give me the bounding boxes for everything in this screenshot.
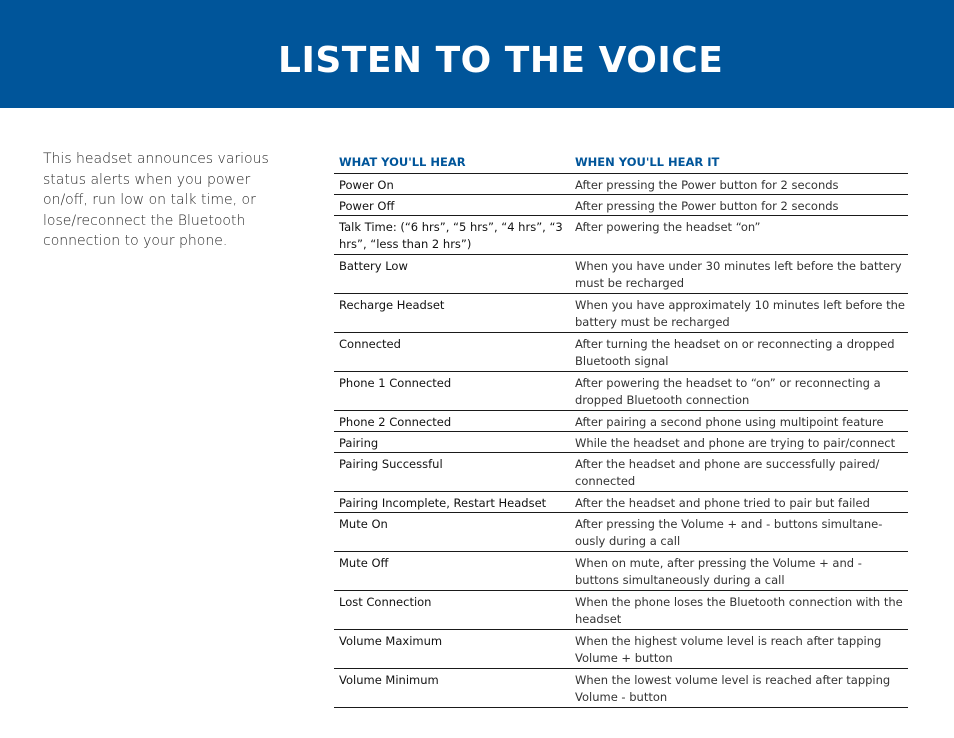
table-row — [334, 411, 908, 432]
intro-paragraph: This headset announces various status alerts when you power on/off, run low on talk time, or lose/reconnect the Bluetooth connection to your phone. — [43, 151, 269, 249]
table-row — [334, 513, 908, 552]
alert-name: Mute On — [339, 517, 388, 531]
column-header-when: WHEN YOU'LL HEAR IT — [575, 155, 720, 169]
alert-trigger: When the phone loses the Bluetooth connection with the headset — [575, 595, 903, 626]
alert-trigger: After pressing the Power button for 2 seconds — [575, 199, 839, 213]
alert-name: Mute Off — [339, 556, 389, 570]
alert-name: Talk Time: (“6 hrs”, “5 hrs”, “4 hrs”, “3 hrs”, “less than 2 hrs”) — [339, 220, 563, 251]
alert-trigger: After pressing the Volume + and - buttons simultane- ously during a call — [575, 517, 883, 548]
alert-name: Battery Low — [339, 259, 408, 273]
table-row — [334, 372, 908, 411]
table-row — [334, 255, 908, 294]
alert-name: Power On — [339, 178, 394, 192]
alert-name: Phone 2 Connected — [339, 415, 452, 429]
alert-name: Volume Maximum — [339, 634, 443, 648]
table-row — [334, 432, 908, 453]
table-row — [334, 453, 908, 492]
alert-trigger: After turning the headset on or reconnecting a dropped Bluetooth signal — [575, 337, 895, 368]
page-title: LISTEN TO THE VOICE — [278, 40, 724, 81]
alert-name: Lost Connection — [339, 595, 432, 609]
alert-trigger: After the headset and phone are successfully paired/ connected — [575, 457, 880, 488]
alert-name: Pairing — [339, 436, 379, 450]
alert-name: Power Off — [339, 199, 395, 213]
alert-name: Phone 1 Connected — [339, 376, 452, 390]
table-row — [334, 174, 908, 195]
table-row — [334, 630, 908, 669]
alert-name: Pairing Successful — [339, 457, 443, 471]
alert-name: Pairing Incomplete, Restart Headset — [339, 496, 547, 510]
table-row — [334, 492, 908, 513]
alert-trigger: After the headset and phone tried to pair but failed — [575, 496, 870, 510]
alert-trigger: While the headset and phone are trying to pair/connect — [575, 436, 896, 450]
alert-trigger: After powering the headset to “on” or reconnecting a dropped Bluetooth connection — [575, 376, 881, 407]
alert-trigger: When you have approximately 10 minutes left before the battery must be recharged — [575, 298, 905, 329]
alert-trigger: When on mute, after pressing the Volume + and - buttons simultaneously during a call — [575, 556, 862, 587]
alert-trigger: After pairing a second phone using multipoint feature — [575, 415, 884, 429]
table-row — [334, 591, 908, 630]
header-banner — [0, 0, 954, 108]
alert-trigger: After pressing the Power button for 2 seconds — [575, 178, 839, 192]
table-row — [334, 216, 908, 255]
alert-name: Volume Minimum — [339, 673, 439, 687]
voice-alerts-table — [334, 152, 908, 708]
table-row — [334, 294, 908, 333]
alert-trigger: When the highest volume level is reach after tapping Volume + button — [575, 634, 882, 665]
alert-trigger: When you have under 30 minutes left before the battery must be recharged — [575, 259, 902, 290]
alert-trigger: After powering the headset “on” — [575, 220, 761, 234]
table-row — [334, 195, 908, 216]
alert-trigger: When the lowest volume level is reached after tapping Volume - button — [575, 673, 891, 704]
alert-name: Recharge Headset — [339, 298, 445, 312]
table-header — [334, 152, 908, 174]
table-row — [334, 552, 908, 591]
table-row — [334, 333, 908, 372]
table-row — [334, 669, 908, 708]
column-header-what: WHAT YOU'LL HEAR — [339, 155, 466, 169]
alert-name: Connected — [339, 337, 401, 351]
